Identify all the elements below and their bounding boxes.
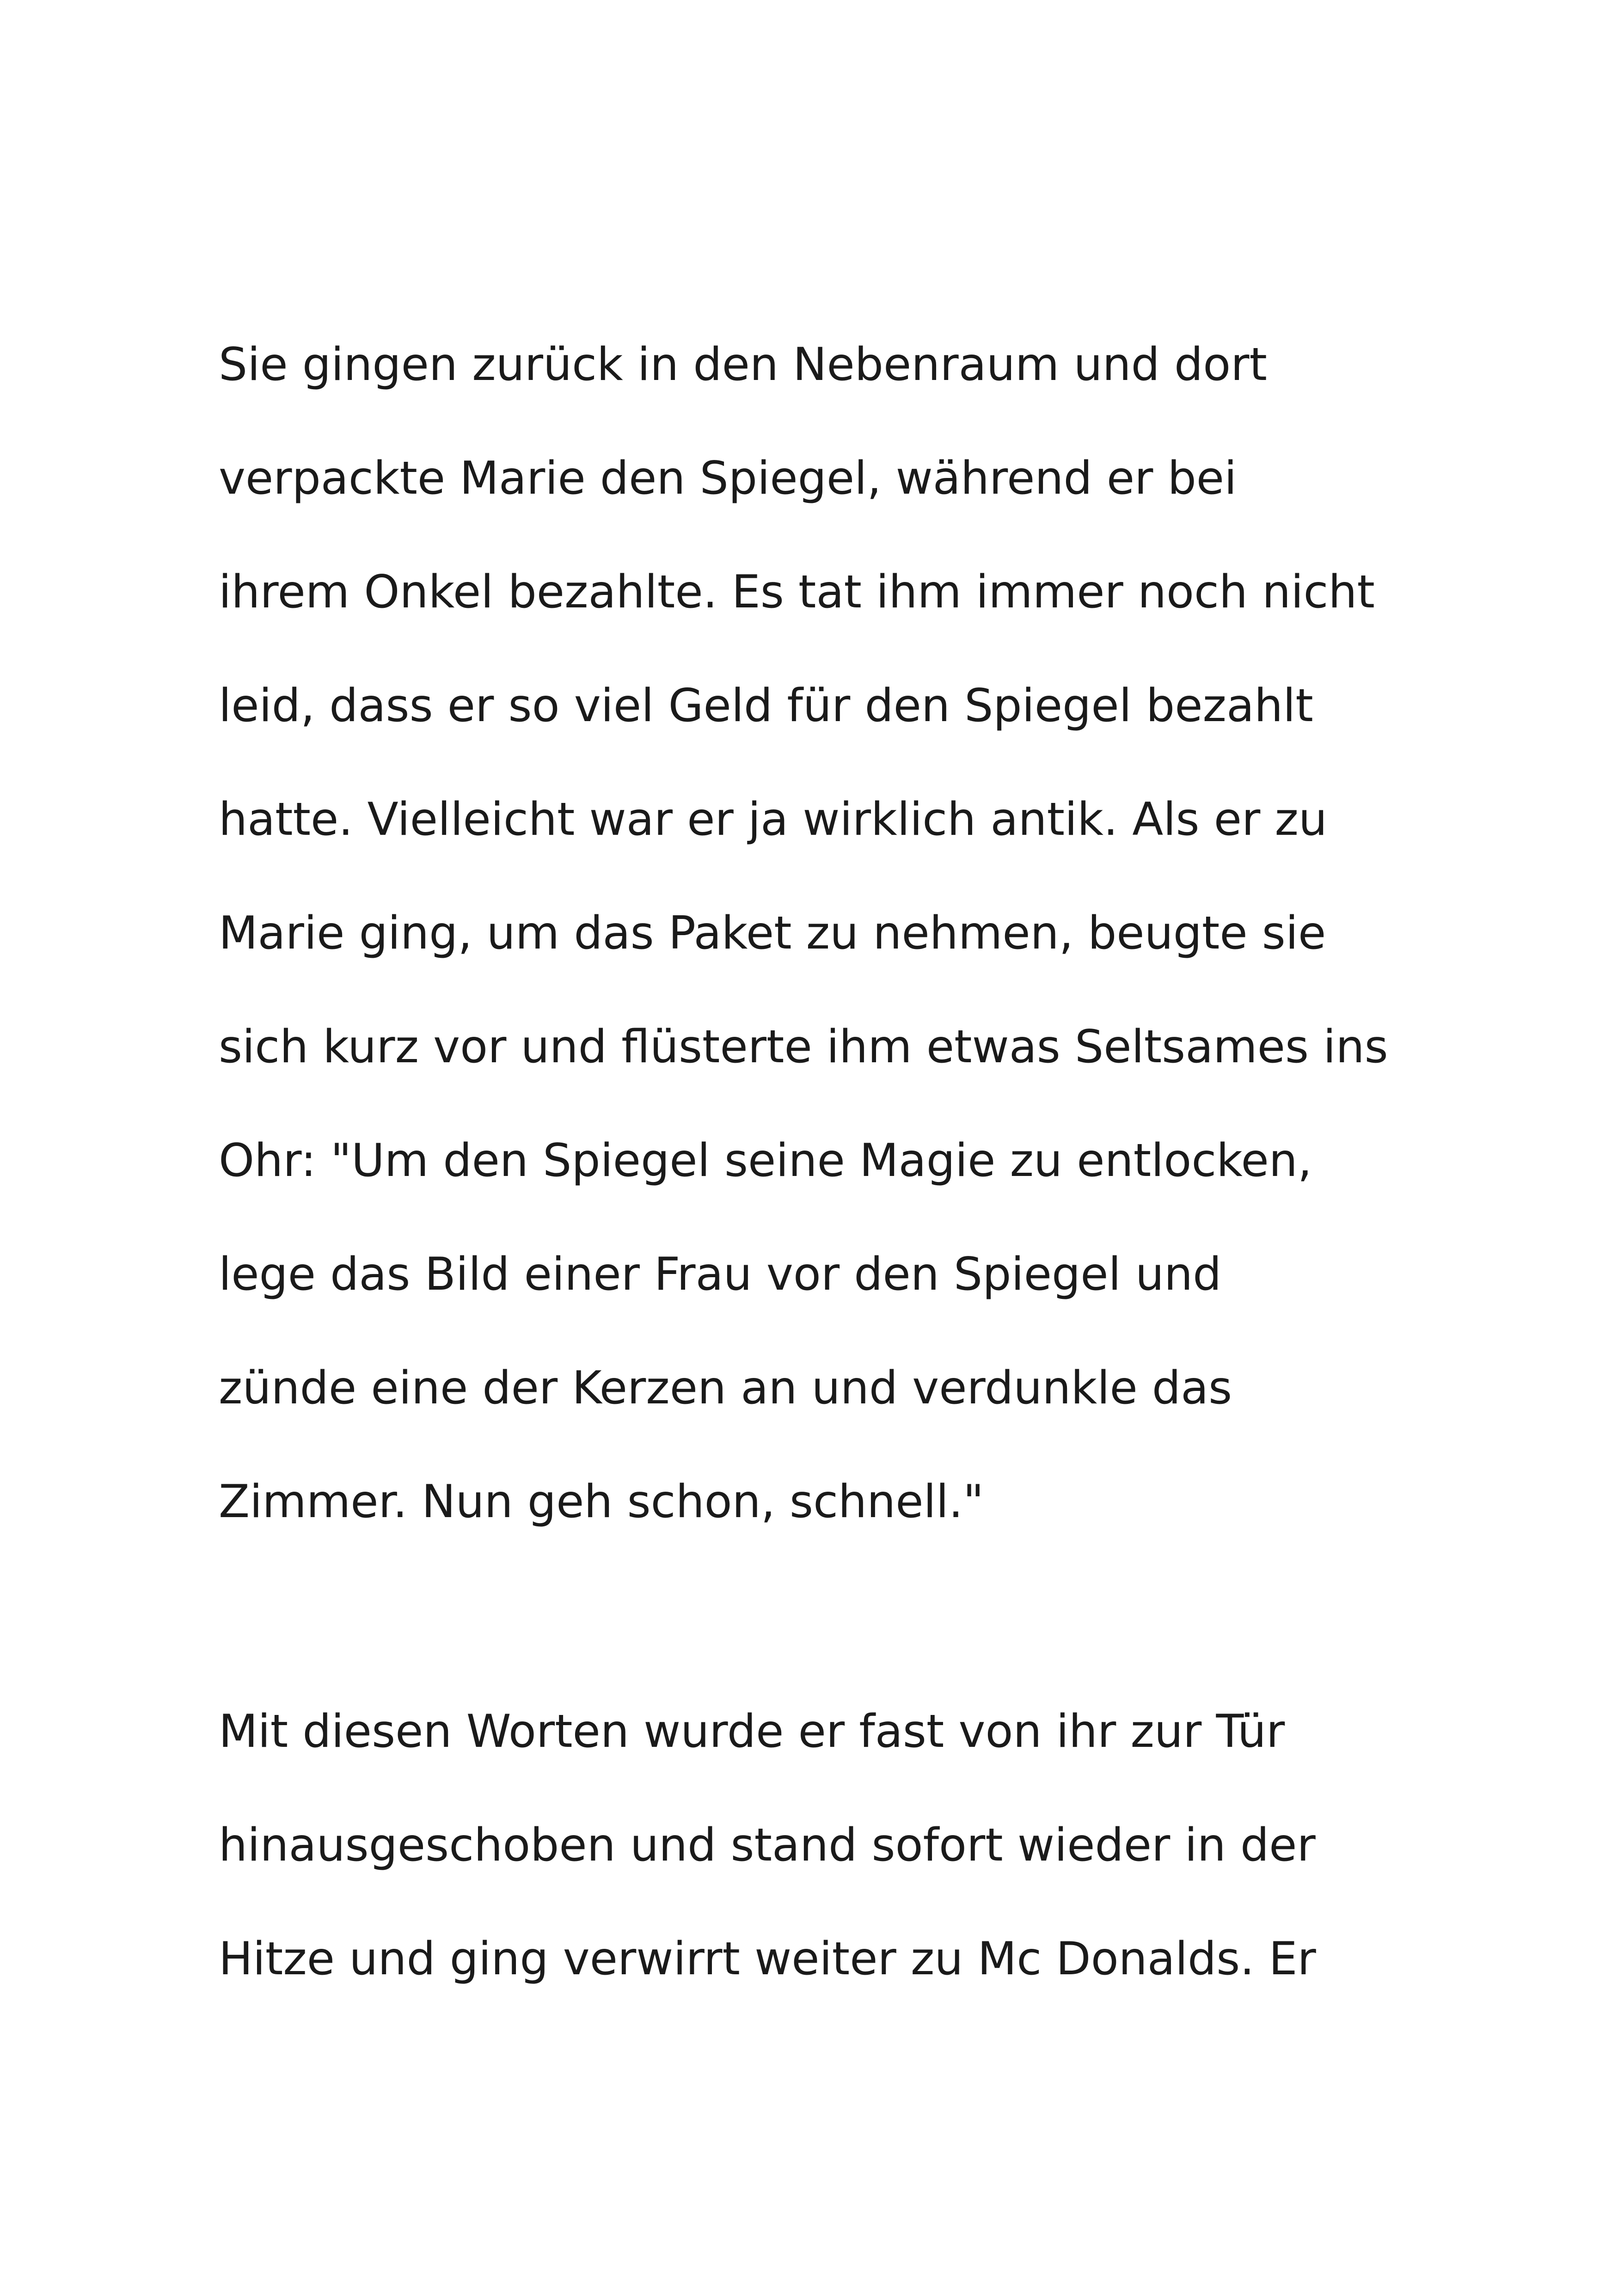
text-line: hinausgeschoben und stand sofort wieder in der [219, 1819, 1316, 1872]
text-line: ihrem Onkel bezahlte. Es tat ihm immer noch nicht [219, 566, 1375, 618]
text-line: Sie gingen zurück in den Nebenraum und dort [219, 338, 1267, 391]
text-line: verpackte Marie den Spiegel, während er bei [219, 452, 1237, 505]
text-line: Marie ging, um das Paket zu nehmen, beugte sie [219, 907, 1326, 960]
text-line: sich kurz vor und flüsterte ihm etwas Seltsames ins [219, 1021, 1388, 1073]
text-line: Ohr: "Um den Spiegel seine Magie zu entlocken, [219, 1134, 1312, 1187]
text-line: lege das Bild einer Frau vor den Spiegel und [219, 1248, 1222, 1301]
text-line: Mit diesen Worten wurde er fast von ihr zur Tür [219, 1705, 1285, 1758]
paragraph-2 [219, 1675, 1467, 2016]
text-line: Zimmer. Nun geh schon, schnell." [219, 1476, 984, 1528]
text-line: leid, dass er so viel Geld für den Spiegel bezahlt [219, 680, 1313, 732]
paragraph-1 [219, 308, 1467, 1559]
text-line: zünde eine der Kerzen an und verdunkle das [219, 1362, 1232, 1414]
text-line: hatte. Vielleicht war er ja wirklich antik. Als er zu [219, 793, 1328, 846]
text-line: Hitze und ging verwirrt weiter zu Mc Donalds. Er [219, 1933, 1316, 1985]
